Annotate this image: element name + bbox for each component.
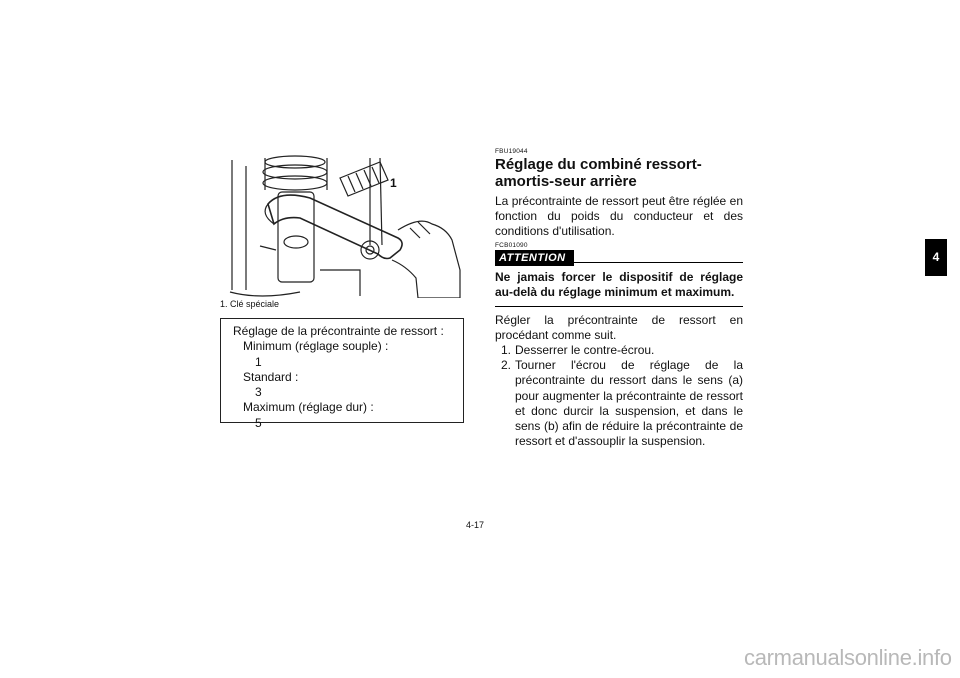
spec-max-value: 5 <box>255 415 262 430</box>
callout-number: 1 <box>390 176 397 190</box>
caution-header <box>495 250 743 266</box>
step-text: Tourner l'écrou de réglage de la précontrainte du ressort dans le sens (a) pour augmenter la précontrainte de ressort et donc durcir la suspension, et dans le sens (b) afin de réduire la précontrainte de ressort et d'assouplir la suspension. <box>515 358 743 449</box>
spec-min-value: 1 <box>255 354 262 369</box>
wrench-illustration <box>220 150 466 298</box>
page-number: 4-17 <box>466 520 485 530</box>
caution-end-rule <box>495 306 743 307</box>
chapter-tab: 4 <box>925 239 947 276</box>
right-column <box>495 148 743 449</box>
step-number: 2. <box>501 358 512 373</box>
spec-title: Réglage de la précontrainte de ressort : <box>233 324 444 338</box>
step-number: 1. <box>501 343 512 358</box>
list-item <box>495 358 743 449</box>
list-item <box>495 343 743 358</box>
wrench-drawing <box>220 150 466 298</box>
section-title: Réglage du combiné ressort-amortis-seur arrière <box>495 156 702 190</box>
caution-badge: ATTENTION <box>495 250 574 266</box>
spec-box <box>220 318 464 430</box>
section-code: FBU19044 <box>495 148 528 155</box>
spec-std-label: Standard : <box>243 369 299 384</box>
spec-min-label: Minimum (réglage souple) : <box>243 339 389 354</box>
caution-text: Ne jamais forcer le dispositif de réglage au-delà du réglage minimum et maximum. <box>495 269 743 299</box>
spec-max-label: Maximum (réglage dur) : <box>243 400 374 415</box>
spec-std-value: 3 <box>255 385 262 400</box>
caution-rule <box>569 262 743 263</box>
caution-code: FCB01090 <box>495 241 528 249</box>
step-text: Desserrer le contre-écrou. <box>515 343 655 358</box>
watermark-footer: carmanualsonline.info <box>744 645 952 670</box>
procedure-intro: Régler la précontrainte de ressort en procédant comme suit. <box>495 312 743 342</box>
procedure-steps <box>495 343 743 449</box>
section-intro: La précontrainte de ressort peut être réglée en fonction du poids du conducteur et des conditions d'utilisation. <box>495 194 743 239</box>
figure-caption: 1. Clé spéciale <box>220 299 280 309</box>
